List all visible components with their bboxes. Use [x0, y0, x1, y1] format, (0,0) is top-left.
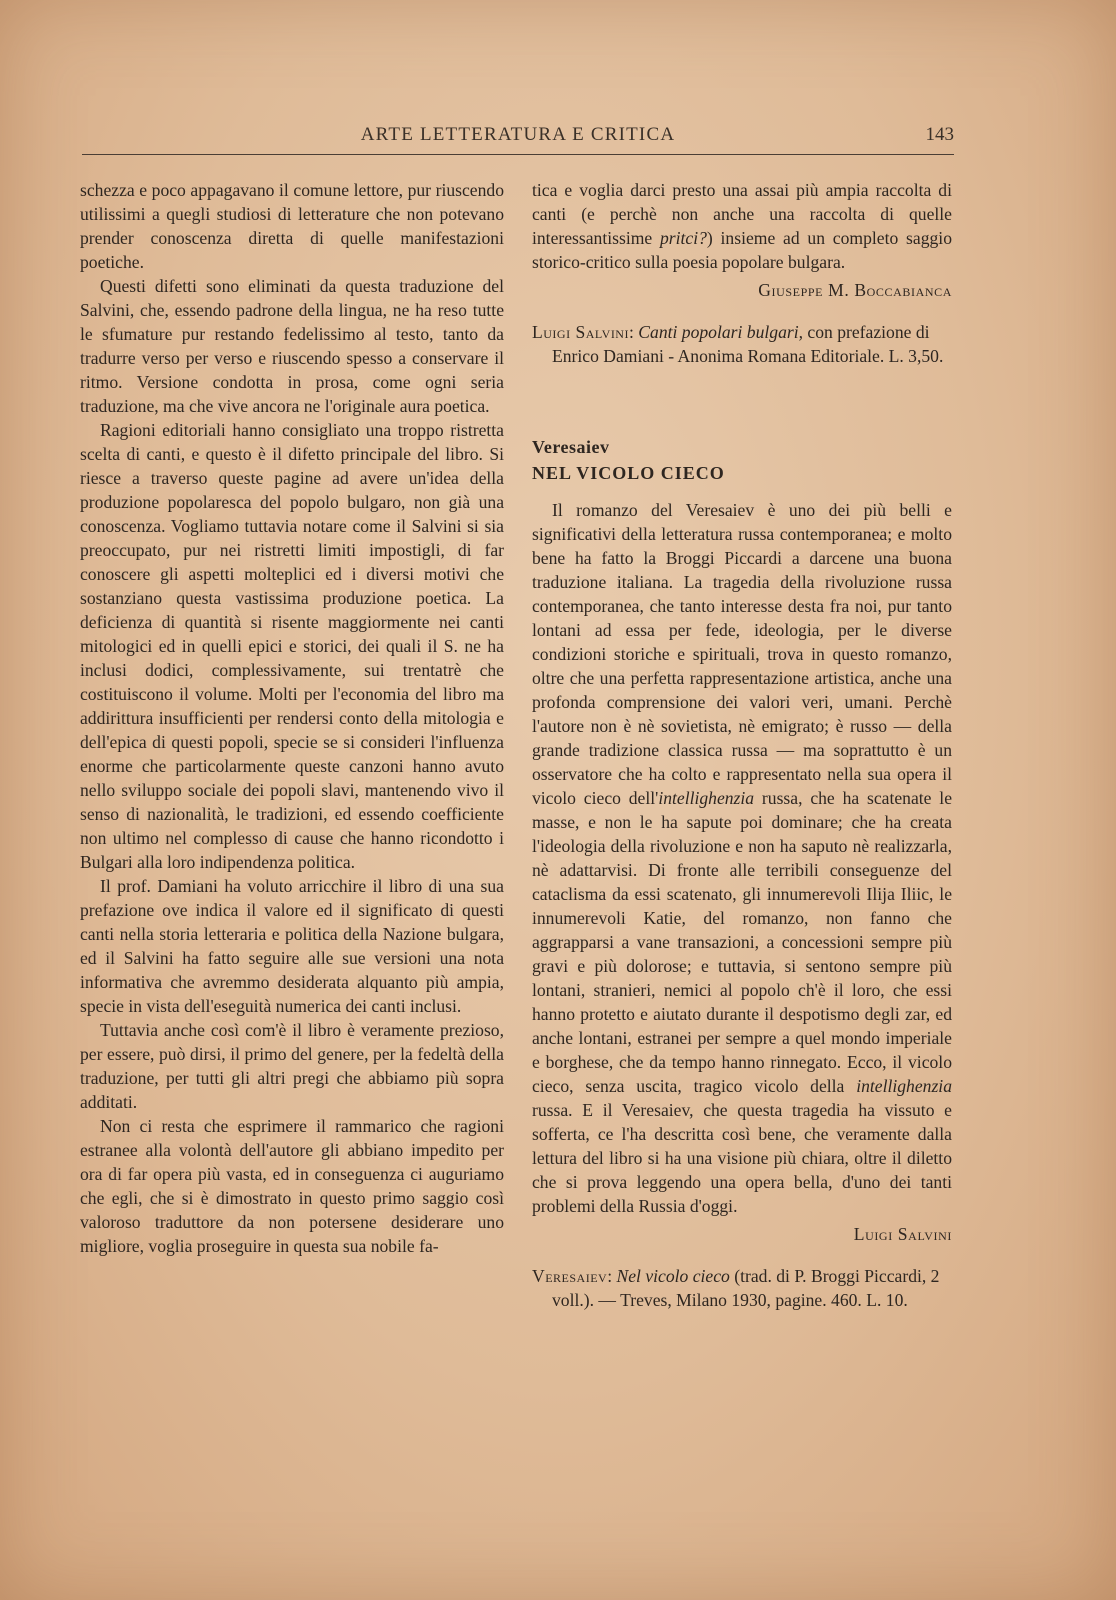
review-author: Veresaiev: [532, 437, 610, 457]
biblio-title: Nel vicolo cieco: [616, 1266, 730, 1286]
running-title: ARTE LETTERATURA E CRITICA: [360, 124, 676, 145]
biblio-details: con prefazione di Enrico Damiani - Anonima Romana Editoriale. L. 3,50.: [552, 322, 944, 366]
text-run: Il romanzo del Veresaiev è uno dei più belli e significativi della letteratura russa contemporanea; e molto bene ha fatto la Broggi Piccardi a darcene una buona traduzione italiana. La tragedia della rivoluzione russa contemporanea, che tanto interesse desta fra noi, pur tanto lontani ad essa per fede, ideologia, per le diverse condizioni storiche e spirituali, trova in questo romanzo, oltre che una perfetta rappresentazione artistica, anche una profonda comprensione dei valori veri, umani. Perchè l'autore non è nè sovietista, nè emigrato; è russo — della grande tradizione classica russa — ma soprattutto è un osservatore che ha colto e rappresentato nella sua opera il vicolo cieco dell': [532, 500, 952, 808]
text-run: russa, che ha scatenate le masse, e non le ha sapute poi dominare; che ha creata l'ideologia della rivoluzione e non ha saputo nè realizzarla, nè adattarvisi. Di fronte alle terribili conseguenze del cataclisma da essi scatenato, gli innumerevoli Ilija Iliic, le innumerevoli Katie, del romanzo, non fanno che aggrapparsi a vane transazioni, a concessioni sempre più gravi e più dolorose; e tuttavia, si sentono sempre più lontani, stranieri, nemici al popolo ch'è il loro, che essi hanno protetto e aiutato durante il despotismo degli zar, ed anche lontani, estranei per sempre a quel mondo imperiale e borghese, che da tempo hanno rinnegato. Ecco, il vicolo cieco, senza uscita, tragico vicolo della: [532, 788, 953, 1096]
header-rule: [82, 154, 954, 155]
bibliographic-entry: [532, 1264, 952, 1312]
italic-term: intellighenzia: [658, 788, 755, 808]
review-signature: Luigi Salvini: [853, 1224, 952, 1244]
review-signature: Giuseppe M. Boccabianca: [758, 280, 952, 300]
review-heading: [532, 434, 952, 486]
paragraph: Il prof. Damiani ha voluto arricchire il libro di una sua prefazione ove indica il valore ed il significato di questi canti nella storia letteraria e politica della Nazione bulgara, ed il Salvini ha fatto seguire alle sue versioni una nota informativa che avremmo desiderata alquanto più ampia, specie in vista dell'eseguità numerica dei canti inclusi.: [80, 876, 504, 1016]
italic-term: pritci?: [659, 228, 707, 248]
biblio-separator: :: [607, 1266, 617, 1286]
paragraph: schezza e poco appagavano il comune lettore, pur riuscendo utilissimi a quegli studiosi di letterature che non potevano prender conoscenza diretta di quelle manifestazioni poetiche.: [80, 180, 504, 272]
biblio-author: Veresaiev: [532, 1266, 608, 1286]
biblio-title: Canti popolari bulgari,: [638, 322, 803, 342]
review-paragraph: [532, 498, 952, 1218]
paragraph: Questi difetti sono eliminati da questa traduzione del Salvini, che, essendo padrone della lingua, ne ha reso tutte le sfumature pur restando fedelissimo al testo, tanto da tradurre verso per verso e riuscendo spesso a conservare il ritmo. Versione condotta in prosa, come ogni seria traduzione, ma che vive ancora ne l'originale aura poetica.: [80, 276, 504, 416]
running-head: [82, 124, 954, 154]
paragraph: Ragioni editoriali hanno consigliato una troppo ristretta scelta di canti, e questo è il difetto principale del libro. Si riesce a traverso queste pagine ad avere un'idea della produzione popolaresca del popolo bulgaro, non già una conoscenza. Vogliamo tuttavia notare come il Salvini si sia preoccupato, pur nei ristretti limiti impostigli, di far conoscere gli aspetti molteplici ed i diversi motivi che sostanziano questa vastissima produzione poetica. La deficienza di quantità si risente maggiormente nei canti mitologici ed in quelli epici e storici, dei quali il S. ne ha inclusi dodici, complessivamente, sui trentatrè che costituiscono il volume. Molti per l'economia del libro ma addirittura insufficienti per rendersi conto della mitologia e dell'epica di questi popoli, specie se si consideri l'influenza enorme che particolarmente queste canzoni hanno avuto nello sviluppo sociale dei popoli slavi, mantenendo vivo il senso di nazionalità, le tradizioni, ed essendo coefficiente non ultimo nel complesso di cause che hanno ricondotto i Bulgari alla loro indipendenza politica.: [80, 420, 504, 872]
paragraph: Tuttavia anche così com'è il libro è veramente prezioso, per essere, può dirsi, il primo del genere, per la fedeltà della traduzione, per tutti gli altri pregi che abbiamo più sopra additati.: [80, 1020, 504, 1112]
text-run: ) insieme ad un completo saggio storico-critico sulla poesia popolare bulgara.: [532, 228, 952, 272]
bibliographic-entry: [532, 320, 952, 368]
review-title: NEL VICOLO CIECO: [532, 463, 725, 483]
biblio-details: (trad. di P. Broggi Piccardi, 2 voll.). — Treves, Milano 1930, pagine. 460. L. 10.: [552, 1266, 940, 1310]
left-column: [80, 178, 504, 1258]
page-number: 143: [925, 124, 954, 145]
paragraph: Non ci resta che esprimere il rammarico che ragioni estranee alla volontà dell'autore gli abbiano impedito per ora di far opera più vasta, ed in conseguenza ci auguriamo che egli, che si è dimostrato in questo primo saggio così valoroso traduttore da non potersene desiderare uno migliore, voglia proseguire in questa sua nobile fa-: [80, 1116, 504, 1256]
biblio-author: Luigi Salvini: [532, 322, 629, 342]
biblio-separator: :: [628, 322, 639, 342]
italic-term: intellighenzia: [856, 1076, 952, 1096]
text-run: russa. E il Veresaiev, che questa tragedia ha vissuto e sofferta, ce l'ha descritta così bene, che veramente dalla lettura del libro si ha una visione più chiara, oltre il diletto che si prova leggendo una opera bella, d'uno dei tanti problemi della Russia d'oggi.: [532, 1100, 952, 1216]
right-column: [532, 178, 952, 1312]
continuation-paragraph: [532, 178, 952, 274]
text-run: tica e voglia darci presto una assai più ampia raccolta di canti (e perchè non anche una raccolta di quelle interessantissime: [532, 180, 952, 248]
